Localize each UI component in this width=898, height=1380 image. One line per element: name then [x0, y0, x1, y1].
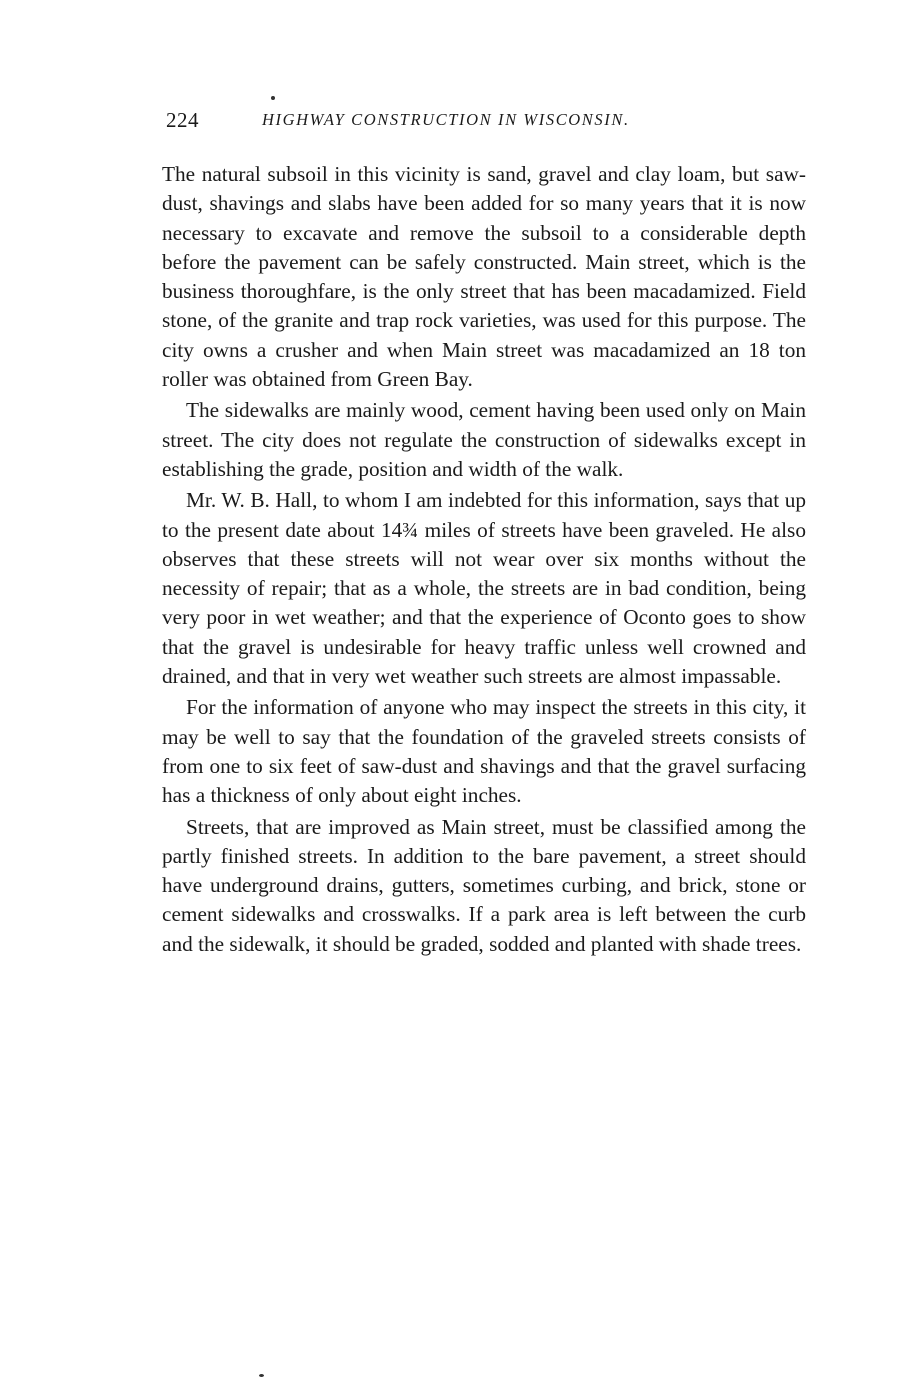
page-header: [166, 108, 810, 138]
body-text: [162, 160, 806, 961]
paragraph-hall-information: Mr. W. B. Hall, to whom I am indebted for this information, says that up to the present date about 14¾ miles of streets have been graveled. He also observes that these streets will not wear over six months without the necessity of repair; that as a whole, the streets are in bad condition, being very poor in wet weather; and that the experience of Oconto goes to show that the gravel is undesirable for heavy traffic unless well crowned and drained, and that in very wet weather such streets are almost impassable.: [162, 488, 806, 689]
ink-speck-top: [271, 96, 275, 100]
ink-speck-bottom: [259, 1374, 264, 1377]
paragraph-subsoil: The natural subsoil in this vicinity is sand, gravel and clay loam, but saw-dust, shavings and slabs have been added for so many years that it is now necessary to excavate and remove the subsoil to a considerable depth before the pavement can be safely constructed. Main street, which is the business thoroughfare, is the only street that has been macadamized. Field stone, of the granite and trap rock varieties, was used for this purpose. The city owns a crusher and when Main street was macadamized an 18 ton roller was obtained from Green Bay.: [162, 162, 806, 392]
paragraph-classification: Streets, that are improved as Main street, must be classified among the partly finished streets. In addition to the bare pavement, a street should have underground drains, gutters, sometimes curbing, and brick, stone or cement sidewalks and crosswalks. If a park area is left between the curb and the sidewalk, it should be graded, sodded and planted with shade trees.: [162, 814, 806, 956]
page-number: 224: [166, 108, 199, 132]
paragraph-foundation: For the information of anyone who may inspect the streets in this city, it may be well to say that the foundation of the graveled streets consists of from one to six feet of saw-dust and shavings and that the gravel surfacing has a thickness of only about eight inches.: [162, 695, 806, 808]
running-title: HIGHWAY CONSTRUCTION IN WISCONSIN.: [262, 110, 630, 129]
paragraph-sidewalks: The sidewalks are mainly wood, cement having been used only on Main street. The city does not regulate the construction of sidewalks except in establishing the grade, position and width of the walk.: [162, 398, 806, 481]
